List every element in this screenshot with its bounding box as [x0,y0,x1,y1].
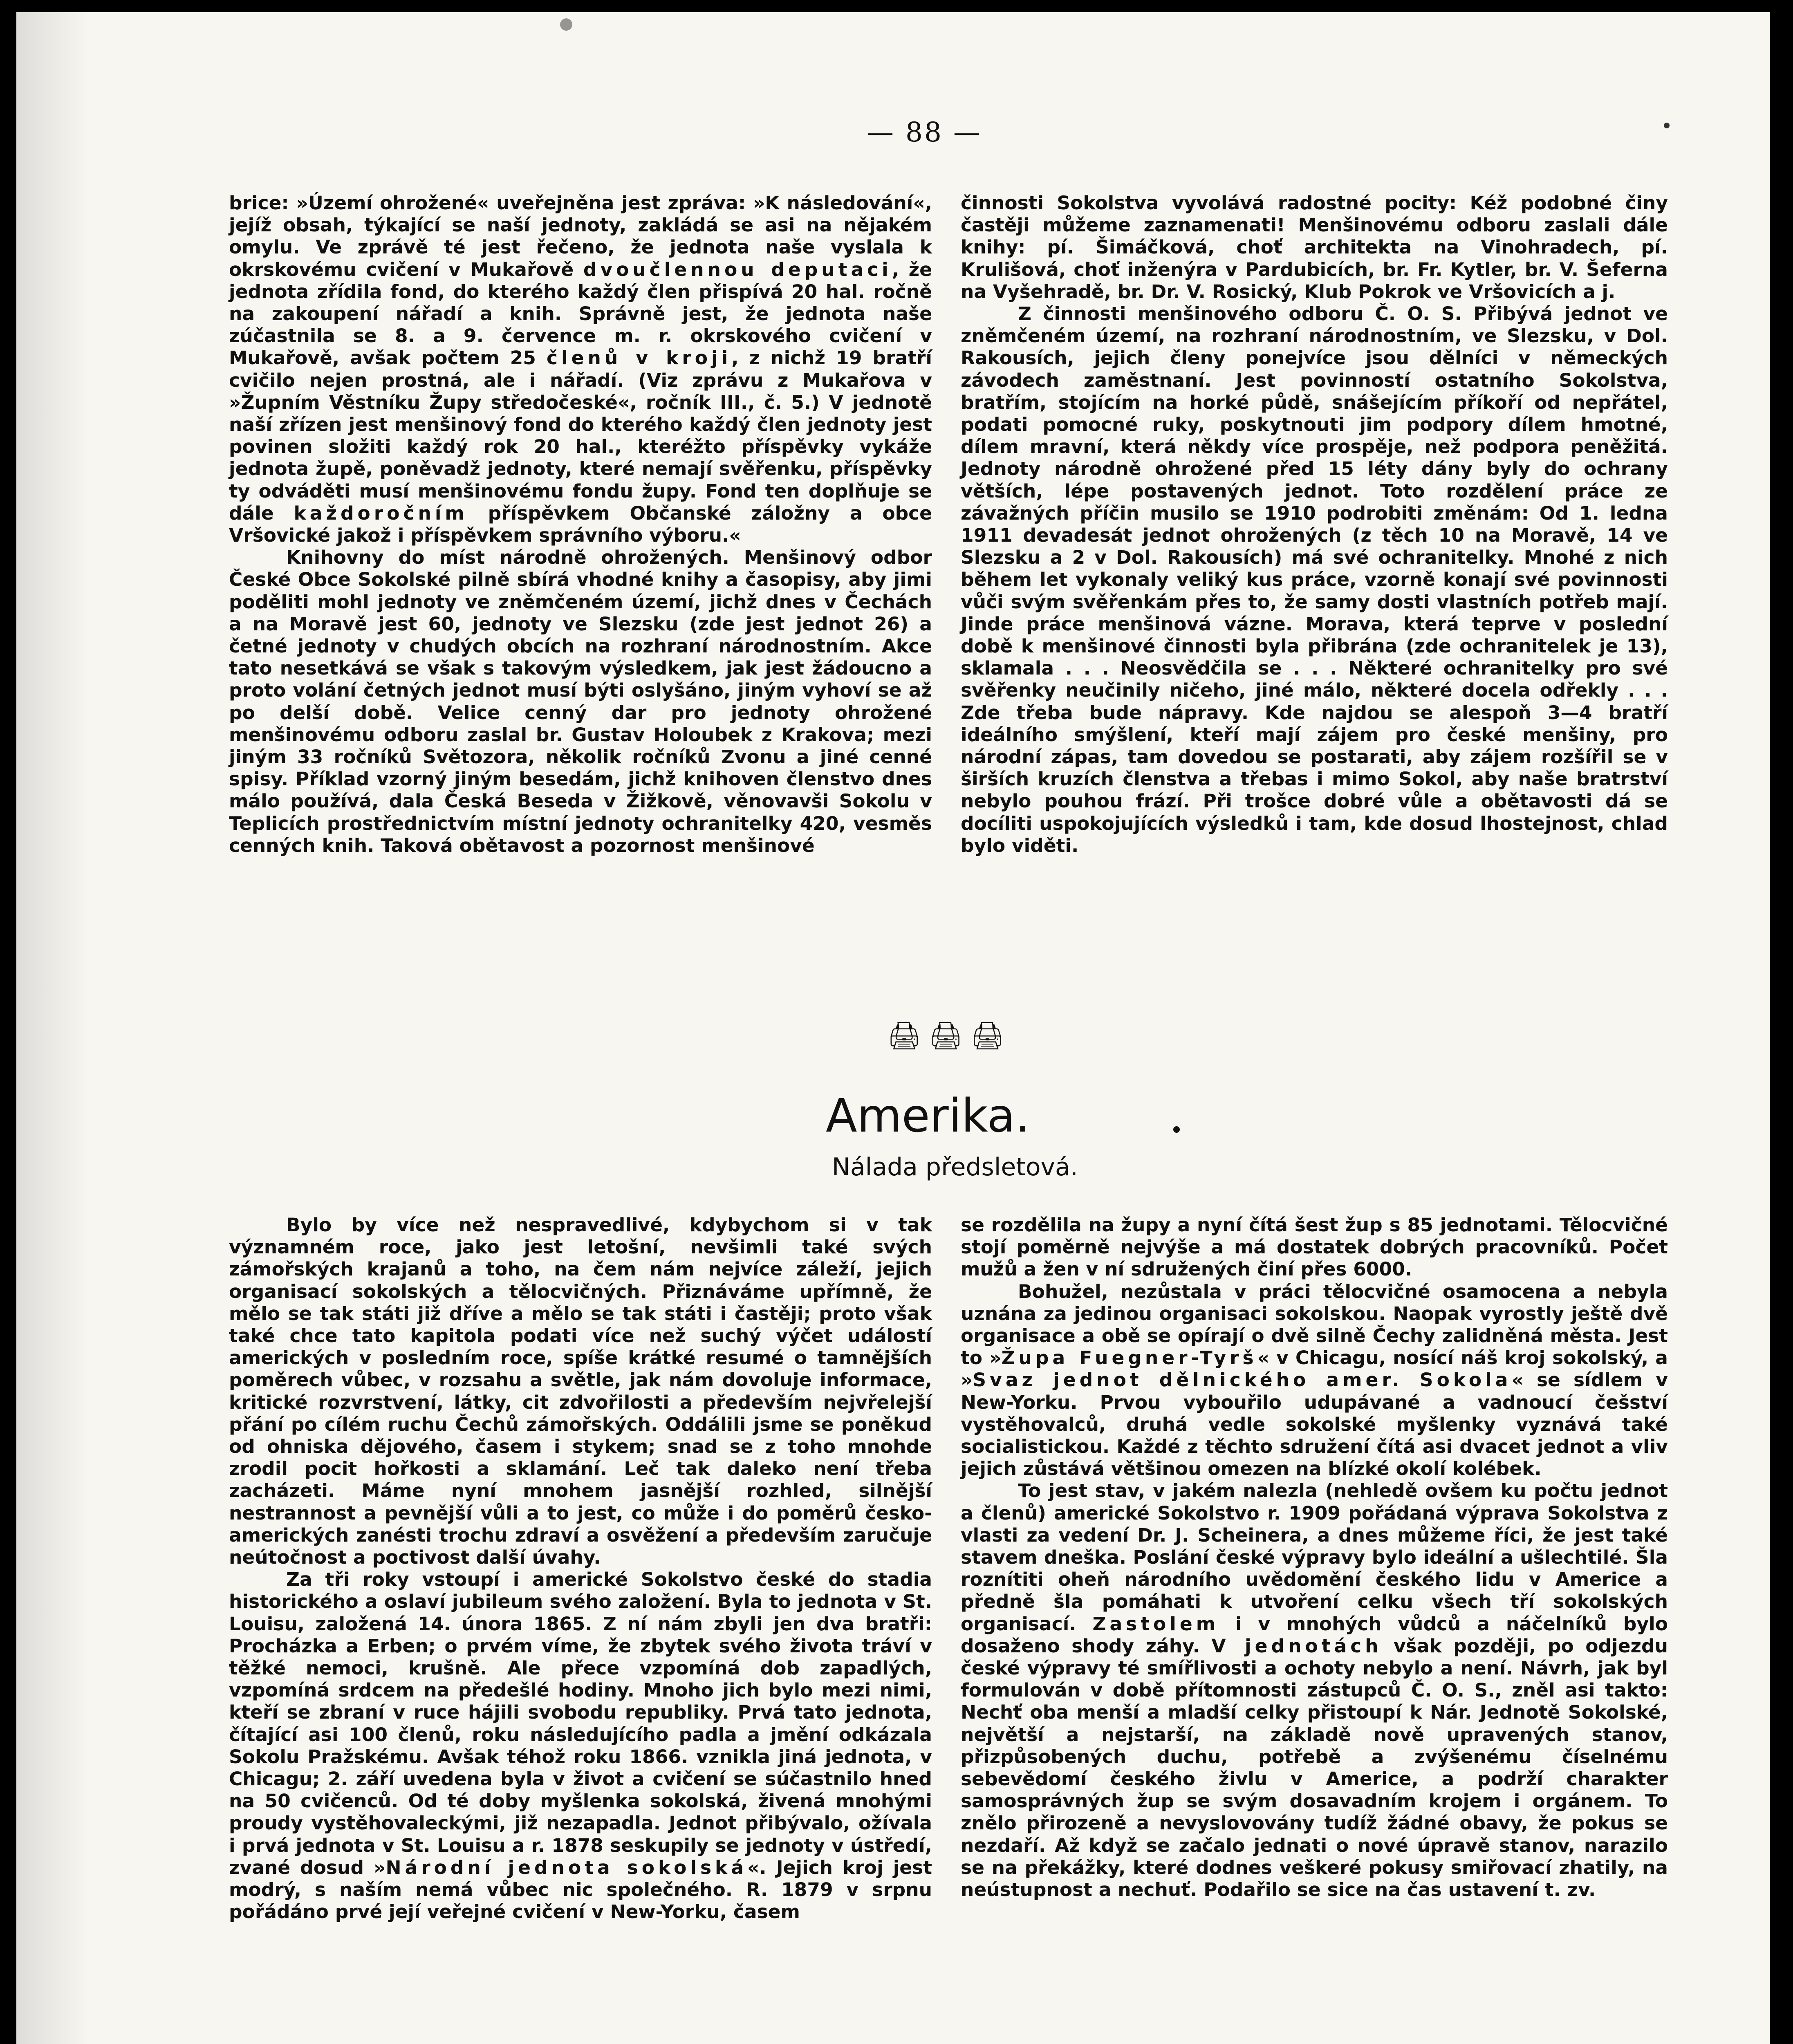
article-subtitle: Nálada předsletová. [832,1153,1078,1181]
paragraph [961,1480,1668,1901]
divider-ornament: 🖨🖨🖨 [887,1020,1012,1051]
section-heading: Z činnosti menšinového odboru Č. O. S. [1018,303,1462,325]
text: Bohužel, nezůstala v práci tělocvičné osamocena a nebyla uznána za jedinou organisaci sokolskou. Naopak vyrostly ještě dvě organisace a obě se opírají o dvě silně Čechy zalidněná města. Jest to » [961,1280,1668,1369]
text: příspěvkem Občanské záložny a obce Vršovické jakož i příspěvkem správního výboru.« [229,502,932,547]
text: Přibývá jednot ve zněmčeném území, na rozhraní národnostním, ve Slezsku, v Dol. Rakousích, jejich členy ponejvíce jsou dělníci v německých závodech zaměstnaní. Jest povinností ostatního Sokolstva, bratřím, stojícím na horké půdě, snášejícím příkoří od nepřátel, podati pomocné ruky, poskytnouti jim podpory dílem hmotné, dílem mravní, která někdy více prospěje, než podpora peněžitá. Jednoty národně ohrožené před 15 léty dány byly do ochrany větších, lépe postavených jednot. Toto rozdělení práce ze závažných příčin musilo se 1910 podrobiti změnám: Od 1. ledna 1911 devadesát jednot ohrožených (z těch 10 na Moravě, 14 ve Slezsku a 2 v Dol. Rakousích) má své ochranitelky. Mnohé z nich během let vykonaly veliký kus práce, vzorně konají své povinnosti vůči svým svěřenkám přes to, že samy dosti vlastních potřeb mají. Jinde práce menšinová vázne. Morava, která teprve v poslední době k menšinové činnosti byla přibrána (zde ochranitelek je 13), sklamala . . . Neosvědčila se . . . Některé ochranitelky pro své svěřenky neučinily ničeho, jiné málo, některé docela odřekly . . . Zde třeba bude nápravy. Kde najdou se alespoň 3—4 bratří ideálního smýšlení, kteří mají zájem pro české menšiny, pro národní zápas, tam dovedou se postarati, aby zájem rozšířil se v širších kruzích členstva a třebas i mimo Sokol, aby naše bratrství nebylo pouhou frází. Při trošce dobré vůle a obětavosti dá se docíliti uspokojujících výsledků i tam, kde dosud lhostejnost, chlad bylo viděti. [961,303,1668,856]
paragraph [961,303,1668,857]
spaced-text: Zastolem [1092,1613,1219,1635]
paragraph: činnosti Sokolstva vyvolává radostné pocity: Kéž podobné činy častěji můžeme zaznamenati! Menšinovému odboru zaslali dále knihy: pí. Šimáčková, choť architekta na Vinohradech, pí. Krulišová, choť inženýra v Pardubicích, br. Fr. Kytler, br. V. Šeferna na Vyšehradě, br. Dr. V. Rosický, Klub Pokrok ve Vršovicích a j. [961,192,1668,303]
spaced-text: dvoučlennou deputaci [583,258,892,280]
page-number: — 88 — [867,117,982,148]
spaced-text: Národní jednota sokolská [385,1856,747,1878]
section-heading: Knihovny do míst národně ohrožených. [286,547,729,569]
scanned-page [16,12,1770,2044]
ink-dot [1173,1126,1180,1133]
text: Za tři roky vstoupí i americké Sokolstvo české do stadia historického a oslaví jubileum svého založení. Byla to jednota v St. Louisu, založená 14. února 1865. Z ní nám zbyli jen dva bratři: Procházka a Erben; o prvém víme, že zbytek svého života tráví v těžké nemoci, krušně. Ale přece vzpomíná dob zapadlých, vzpomíná srdcem na předešlé hodiny. Mnoho jich bylo mezi nimi, kteří se zbraní v ruce hájili svobodu republiky. Prvá tato jednota, čítající asi 100 členů, roku následujícího padla a jmění odkázala Sokolu Pražskému. Avšak téhož roku 1866. vznikla jiná jednota, v Chicagu; 2. září uvedena byla v život a cvičení se súčastnilo hned na 50 cvičenců. Od té doby myšlenka sokolská, živená mnohými proudy vystěhovaleckými, již nezapadla. Jednot přibývalo, ožívala i prvá jednota v St. Louisu a r. 1878 seskupily se jednoty v ústředí, zvané dosud » [229,1569,932,1878]
spaced-text: V jednotách [1211,1635,1382,1657]
text: « se sídlem v New-Yorku. Prvou vybouřilo udupávané a vadnoucí češství vystěhovalců, druhá vedle sokolské myšlenky vyznává také socialistickou. Každé z těchto sdružení čítá asi dvacet jednot a vliv jejich zůstává většinou omezen na blízké okolí kolébek. [961,1369,1668,1480]
paragraph: Bylo by více než nespravedlivé, kdybychom si v tak významném roce, jako jest letošní, nevšimli také svých zámořských krajanů a toho, na čem nám nejvíce záleží, jejich organisací sokolských a tělocvičných. Přiznáváme upřímně, že mělo se tak státi již dříve a mělo se tak státi i častěji; proto však také chce tato kapitola podati více než suchý výčet událostí amerických v posledním roce, spíše krátké resumé o tamnějších poměrech vůbec, v rozsahu a světle, jak nám dovoluje informace, kritické rozvrstvení, látky, cit zdvořilosti a především nejvřelejší přání po cílém ruchu Čechů zámořských. Oddálili jsme se poněkud od ohniska dějového, časem i stykem; snad se z toho mnohde zrodil pocit hořkosti a sklamání. Leč tak daleko není třeba zacházeti. Máme nyní mnohem jasnější rozhled, silnější nestrannost a pevnější vůli a to jest, co může i do poměrů česko-amerických zanésti trochu zdraví a osvěžení a především zaručuje neútočnost a poctivost další úvahy. [229,1214,932,1569]
text: brice: »Území ohrožené« uveřejněna jest zpráva: »K následování«, jejíž obsah, týkající se naší jednoty, zakládá se asi na nějakém omylu. Ve zprávě té jest řečeno, že jednota naše vyslala k okrskovému cvičení v Mukařově [229,192,932,280]
text: Menšinový odbor České Obce Sokolské pilně sbírá vhodné knihy a časopisy, aby jimi poděliti mohl jednoty ve zněmčeném území, jichž dnes v Čechách a na Moravě jest 60, jednoty ve Slezsku (zde jest jednot 26) a četné jednoty v chudých obcích na rozhraní národnostním. Akce tato nesetkává se však s takovým výsledkem, jak jest žádoucno a proto volání četných jednot musí býti oslyšáno, jiným vyhoví se až po delší době. Velice cenný dar pro jednoty ohrožené menšinovému odboru zaslal br. Gustav Holoubek z Krakova; mezi jiným 33 ročníků Světozora, několik ročníků Zvonu a jiné cenné spisy. Příklad vzorný jiným besedám, jichž knihoven členstvo dnes málo používá, dala Česká Beseda v Žižkově, věnovavši Sokolu v Teplicích prostřednictvím místní jednoty ochranitelky 420, vesměs cenných knih. Taková obětavost a pozornost menšinové [229,547,932,856]
text: «. Jejich kroj jest modrý, s naším nemá vůbec nic společného. R. 1879 v srpnu pořádáno prvé její veřejné cvičení v New-Yorku, časem [229,1856,932,1923]
spaced-text: každoročním [294,502,468,524]
paragraph [961,1281,1668,1480]
text: « v Chicagu, nosící náš kroj sokolský, a » [961,1347,1668,1391]
ink-spot [560,18,572,31]
spaced-text: Svaz jednot dělnického amer. Sokola [973,1369,1512,1391]
text: i v mnohých vůdců a náčelníků bylo dosaženo shody záhy. [961,1613,1668,1657]
column-top-left [229,192,932,857]
column-bottom-left [229,1214,932,1923]
text: To jest stav, v jakém nalezla (nehledě ovšem ku počtu jednot a členů) americké Sokolstvo r. 1909 pořádaná výprava Sokolstva z vlasti za vedení Dr. J. Scheinera, a dnes můžeme říci, že jest také stavem dneška. Poslání české výpravy bylo ideální a ušlechtilé. Šla roznítiti oheň národního uvědomění českého lidu v Americe a předně šla pomáhati k utvoření celku všech tří sokolských organisací. [961,1480,1668,1635]
paragraph [229,192,932,547]
page-shadow [16,12,90,2044]
spaced-text: Župa Fuegner-Tyrš [1001,1347,1257,1369]
ink-spot [1664,123,1670,128]
text: , že jednota zřídila fond, do kterého každý člen přispívá 20 hal. ročně na zakoupení nářadí a knih. Správně jest, že jednota naše zúčastnila se 8. a 9. července m. r. okrskového cvičení v Mukařově, avšak počtem 25 [229,258,932,369]
paragraph [229,547,932,857]
text: však později, po odjezdu české výpravy té smířlivosti a ochoty nebylo a není. Návrh, jak byl formulován v době přítomnosti zástupců Č. O. S., zněl asi takto: Nechť oba menší a mladší celky přistoupí k Nár. Jednotě Sokolské, největší a nejstarší, na základě nově upravených stanov, přizpůsobených duchu, potřebě a zvýšenému číselnému sebevědomí českého živlu v Americe, a podrží charakter samosprávných žup se svým dosavadním krojem i orgánem. To znělo přirozeně a nevyslovovány tudíž žádné obavy, že pokus se nezdaří. Až když se začalo jednati o nové úpravě stanov, narazilo se na překážky, které dodnes veškeré pokusy smiřovací zhatily, na neústupnost a nechuť. Podařilo se sice na čas ustavení t. zv. [961,1635,1668,1901]
text: , z nichž 19 bratří cvičilo nejen prostná, ale i nářadí. (Viz zprávu z Mukařova v »Župním Věstníku Župy středočeské«, ročník III., č. 5.) V jednotě naší zřízen jest menšinový fond do kterého každý člen jednoty jest povinen složiti každý rok 20 hal., kteréžto příspěvky vykáže jednota župě, poněvadž jednoty, které nemají svěřenku, příspěvky ty odváděti musí menšinovému fondu župy. Fond ten doplňuje se dále [229,347,932,524]
article-title: Amerika. [826,1089,1030,1143]
column-bottom-right [961,1214,1668,1901]
column-top-right [961,192,1668,857]
paragraph [229,1569,932,1923]
spaced-text: členů v kroji [547,347,732,369]
paragraph: se rozdělila na župy a nyní čítá šest žup s 85 jednotami. Tělocvičné stojí poměrně nejvýše a má dostatek dobrých pracovníků. Počet mužů a žen v ní sdružených činí přes 6000. [961,1214,1668,1280]
